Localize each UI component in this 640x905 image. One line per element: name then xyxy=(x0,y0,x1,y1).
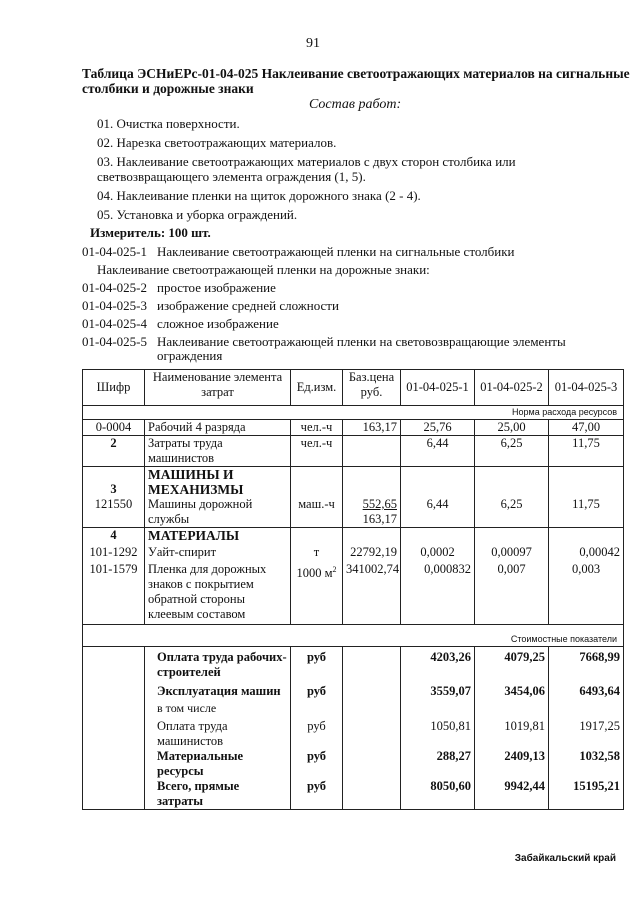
norm-section-label: Норма расхода ресурсов xyxy=(83,406,624,420)
header-name-line: Наименование элемента xyxy=(152,370,283,384)
work-item: 05. Установка и уборка ограждений. xyxy=(97,207,298,222)
cell-value: 25,00 xyxy=(475,420,549,436)
item-code: 01-04-025-1 xyxy=(82,244,147,259)
header-col2: 01-04-025-2 xyxy=(475,370,549,406)
cell-value: 0,000832 xyxy=(401,560,475,625)
table-row xyxy=(83,680,624,716)
cell-value: 15195,21 xyxy=(549,779,624,810)
cell-name: Рабочий 4 разряда xyxy=(145,420,291,436)
item-code: 01-04-025-4 xyxy=(82,316,147,331)
cell-unit: руб xyxy=(291,680,343,716)
cell-value: 47,00 xyxy=(549,420,624,436)
cell-name-line: Машины дорожной xyxy=(148,497,253,511)
cell-value: 6,25 xyxy=(475,436,549,467)
cell-name: МАТЕРИАЛЫ xyxy=(145,528,291,544)
cell-code xyxy=(83,749,145,779)
item-code: 01-04-025-3 xyxy=(82,298,147,313)
header-name-line: затрат xyxy=(201,385,234,399)
table-title-line2: столбики и дорожные знаки xyxy=(82,81,254,96)
cell-value: 8050,60 xyxy=(401,779,475,810)
cell-price xyxy=(343,749,401,779)
table-row xyxy=(83,749,624,779)
cell-price xyxy=(343,647,401,681)
cell-value: 1019,81 xyxy=(475,716,549,749)
cell-value: 6,44 xyxy=(401,436,475,467)
item-text: изображение средней сложности xyxy=(157,298,339,313)
cell-value: 1050,81 xyxy=(401,716,475,749)
cell-value: 0,007 xyxy=(475,560,549,625)
cell-price: 341002,74 xyxy=(343,560,401,625)
cell-value xyxy=(549,528,624,544)
cell-value: 0,003 xyxy=(549,560,624,625)
cell-code: 101-1292 xyxy=(83,543,145,560)
work-item: светвозвращающего элемента ограждения (1, 5). xyxy=(97,169,366,184)
item-group-text: Наклеивание светоотражающей пленки на дорожные знаки: xyxy=(97,262,430,277)
cell-value: 1917,25 xyxy=(549,716,624,749)
cell-name xyxy=(145,560,291,625)
cell-code xyxy=(83,647,145,681)
cell-name-line: службы xyxy=(148,512,190,526)
cell-value xyxy=(401,467,475,498)
cell-name-line: Оплата труда рабочих- xyxy=(157,650,287,664)
cell-value: 288,27 xyxy=(401,749,475,779)
cell-value: 9942,44 xyxy=(475,779,549,810)
header-unit: Ед.изм. xyxy=(291,370,343,406)
cell-price xyxy=(343,436,401,467)
meter-label: Измеритель: 100 шт. xyxy=(90,225,211,240)
header-name xyxy=(145,370,291,406)
cell-name-line: МАШИНЫ И xyxy=(148,467,234,482)
cell-price xyxy=(343,467,401,498)
cell-name-line: в том числе xyxy=(157,701,217,715)
work-item: 03. Наклеивание светоотражающих материалов с двух сторон столбика или xyxy=(97,154,516,169)
cell-code: 4 xyxy=(83,528,145,544)
cell-unit xyxy=(291,467,343,498)
header-col1: 01-04-025-1 xyxy=(401,370,475,406)
cell-price: 163,17 xyxy=(343,420,401,436)
cell-name: Уайт-спирит xyxy=(145,543,291,560)
item-text: сложное изображение xyxy=(157,316,279,331)
table-row xyxy=(83,467,624,498)
cell-value: 6,25 xyxy=(475,497,549,528)
cell-value: 1032,58 xyxy=(549,749,624,779)
item-text: Наклеивание светоотражающей пленки на световозвращающие элементы xyxy=(157,334,566,349)
header-price-line: Баз.цена xyxy=(348,370,395,384)
cell-name: Материальные ресурсы xyxy=(145,749,291,779)
cell-code xyxy=(83,779,145,810)
cost-section-label: Стоимостные показатели xyxy=(83,625,624,647)
cell-code xyxy=(83,716,145,749)
cell-name-line: клеевым составом xyxy=(148,607,246,621)
cell-value: 7668,99 xyxy=(549,647,624,681)
cell-price xyxy=(343,528,401,544)
cell-price-line: 163,17 xyxy=(362,512,397,526)
cell-unit-sup: 2 xyxy=(332,565,337,574)
cell-name-line: Затраты труда xyxy=(148,436,223,450)
cell-name-line: Эксплуатация машин xyxy=(157,684,281,698)
header-code: Шифр xyxy=(83,370,145,406)
cell-name xyxy=(145,467,291,498)
cell-value: 3454,06 xyxy=(475,680,549,716)
cell-value: 11,75 xyxy=(549,436,624,467)
item-text: простое изображение xyxy=(157,280,276,295)
item-code: 01-04-025-2 xyxy=(82,280,147,295)
cell-price-line: 552,65 xyxy=(362,497,397,511)
cell-unit: чел.-ч xyxy=(291,420,343,436)
cell-price xyxy=(343,680,401,716)
cell-value: 25,76 xyxy=(401,420,475,436)
cell-unit: руб xyxy=(291,749,343,779)
cell-code: 3 xyxy=(83,467,145,498)
cell-name-line: знаков с покрытием xyxy=(148,577,254,591)
header-price xyxy=(343,370,401,406)
work-item: 01. Очистка поверхности. xyxy=(97,116,240,131)
work-item: 04. Наклеивание пленки на щиток дорожного знака (2 - 4). xyxy=(97,188,421,203)
cell-unit: маш.-ч xyxy=(291,497,343,528)
cell-name-line: МЕХАНИЗМЫ xyxy=(148,482,244,497)
table-row xyxy=(83,647,624,681)
cell-unit: т xyxy=(291,543,343,560)
resource-table xyxy=(82,369,624,810)
table-row xyxy=(83,436,624,467)
cell-name xyxy=(145,680,291,716)
cell-value: 4203,26 xyxy=(401,647,475,681)
cell-name: Оплата труда машинистов xyxy=(145,716,291,749)
cell-price: 22792,19 xyxy=(343,543,401,560)
cell-name xyxy=(145,497,291,528)
table-row xyxy=(83,497,624,528)
cell-name-line: Пленка для дорожных xyxy=(148,562,267,576)
cell-code xyxy=(83,680,145,716)
cell-value: 4079,25 xyxy=(475,647,549,681)
works-heading: Состав работ: xyxy=(309,97,402,112)
table-row xyxy=(83,716,624,749)
table-title-line1: Таблица ЭСНиЕРс-01-04-025 Наклеивание светоотражающих материалов на сигнальные xyxy=(82,66,630,81)
page-number: 91 xyxy=(306,36,320,51)
cell-value: 6,44 xyxy=(401,497,475,528)
cell-value: 0,00042 xyxy=(549,543,624,560)
cell-value: 2409,13 xyxy=(475,749,549,779)
cell-unit-text: 1000 м xyxy=(296,566,333,581)
footer-region: Забайкальский край xyxy=(514,853,616,864)
item-code: 01-04-025-5 xyxy=(82,334,147,349)
cell-value xyxy=(475,528,549,544)
cell-unit: руб xyxy=(291,779,343,810)
cell-value xyxy=(401,528,475,544)
cell-name xyxy=(145,436,291,467)
cell-unit: чел.-ч xyxy=(291,436,343,467)
cell-value xyxy=(475,467,549,498)
cell-value: 11,75 xyxy=(549,497,624,528)
cell-code: 2 xyxy=(83,436,145,467)
table-row xyxy=(83,560,624,625)
cell-unit: руб xyxy=(291,647,343,681)
cell-name-line: машинистов xyxy=(148,451,215,465)
cell-code: 121550 xyxy=(83,497,145,528)
cell-name: Всего, прямые затраты xyxy=(145,779,291,810)
cell-value: 0,0002 xyxy=(401,543,475,560)
cell-unit xyxy=(291,560,343,625)
cell-value: 6493,64 xyxy=(549,680,624,716)
header-col3: 01-04-025-3 xyxy=(549,370,624,406)
header-price-line: руб. xyxy=(360,385,383,399)
cell-value: 0,00097 xyxy=(475,543,549,560)
cell-price xyxy=(343,497,401,528)
cell-value xyxy=(549,467,624,498)
table-row xyxy=(83,420,624,436)
cell-value: 3559,07 xyxy=(401,680,475,716)
table-row xyxy=(83,779,624,810)
cell-name-line: обратной стороны xyxy=(148,592,245,606)
work-item: 02. Нарезка светоотражающих материалов. xyxy=(97,135,337,150)
cell-code: 101-1579 xyxy=(83,560,145,625)
table-row xyxy=(83,528,624,544)
cell-unit: руб xyxy=(291,716,343,749)
cell-name xyxy=(145,647,291,681)
cell-unit xyxy=(291,528,343,544)
cell-price xyxy=(343,716,401,749)
cell-code: 0-0004 xyxy=(83,420,145,436)
item-text: ограждения xyxy=(157,348,223,363)
cell-price xyxy=(343,779,401,810)
table-row xyxy=(83,543,624,560)
cell-name-line: строителей xyxy=(157,665,221,679)
item-text: Наклеивание светоотражающей пленки на сигнальные столбики xyxy=(157,244,515,259)
